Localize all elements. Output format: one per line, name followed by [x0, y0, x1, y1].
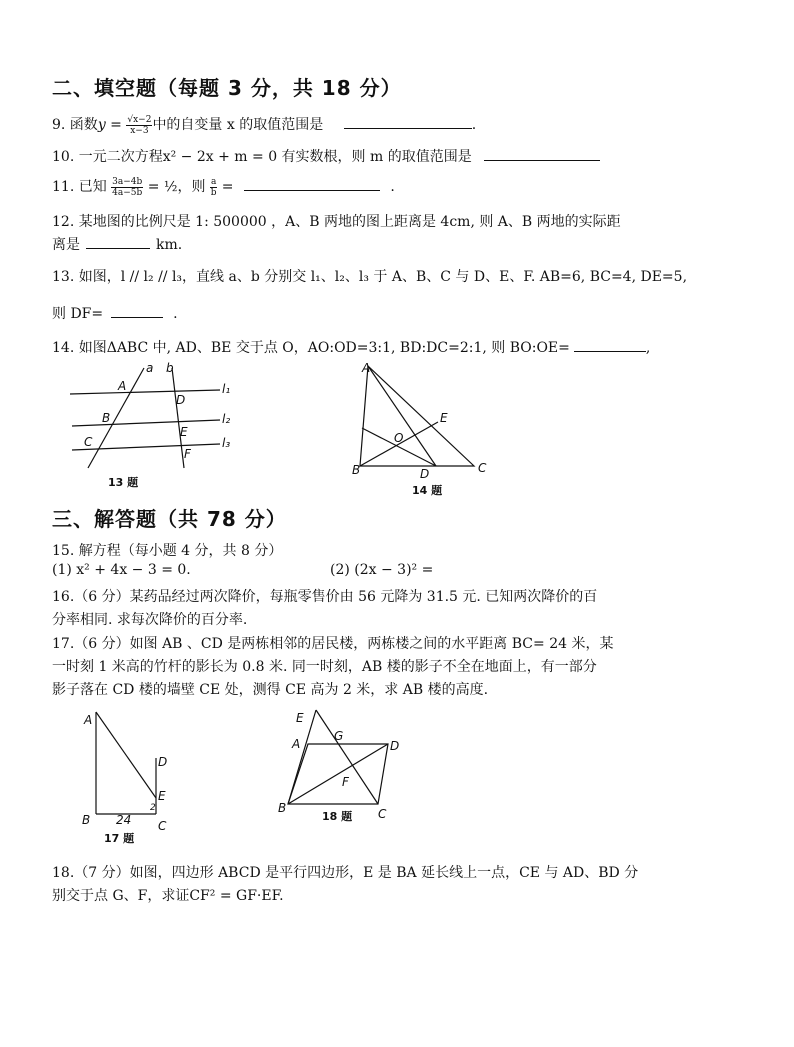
q11-denominator: 4a−5b: [112, 187, 143, 198]
question-9: [52, 114, 476, 136]
q12-prefix: 离是: [52, 237, 80, 253]
line-a: [88, 368, 144, 468]
q11-answer-blank[interactable]: [244, 178, 380, 191]
fig17-label-E: E: [158, 789, 166, 803]
fig14-label-D: D: [420, 467, 430, 481]
fig18-label-B: B: [278, 801, 287, 815]
fig18-label-E: E: [296, 711, 304, 725]
figure-17-caption: 17 题: [104, 832, 135, 845]
triangle-abc: [360, 366, 474, 466]
section-title-fill-blank: 二、填空题（每题 3 分，共 18 分）: [52, 76, 402, 100]
fig17-label-2: 2: [150, 803, 156, 813]
q9-prefix: 9. 函数: [52, 117, 98, 133]
fig13-label-l1: l₁: [222, 382, 231, 396]
question-15-part2: (2) (2x − 3)² =: [330, 562, 434, 578]
fig18-label-G: G: [334, 729, 344, 743]
line-l1: [70, 390, 220, 394]
question-16-line2: 分率相同. 求每次降价的百分率.: [52, 612, 248, 628]
q11-numerator: 3a−4b: [112, 176, 143, 187]
fig13-label-B: B: [102, 411, 111, 425]
fig13-label-F: F: [184, 447, 191, 461]
q9-answer-blank[interactable]: [344, 116, 472, 129]
fig14-label-B: B: [352, 463, 361, 477]
question-18-line2: 别交于点 G、F，求证CF² = GF·EF.: [52, 888, 284, 904]
q10-text: 10. 一元二次方程x² − 2x + m = 0 有实数根，则 m 的取值范围是: [52, 149, 472, 165]
segment-ec: [316, 710, 378, 804]
fig17-label-D: D: [158, 755, 168, 769]
line-l2: [72, 420, 220, 426]
q13-answer-blank[interactable]: [111, 305, 163, 318]
question-13-line2: [52, 303, 178, 323]
q14-end: ,: [645, 340, 651, 356]
q12-unit: km.: [156, 237, 183, 253]
fig13-label-l2: l₂: [222, 412, 231, 426]
q11-end: .: [390, 179, 395, 195]
fig14-label-C: C: [478, 461, 487, 475]
fig18-label-D: D: [390, 739, 400, 753]
q11-eq: =: [221, 179, 234, 195]
question-10: [52, 146, 600, 166]
q11-fraction: [111, 177, 143, 198]
question-11: [52, 176, 395, 198]
fig13-label-C: C: [84, 435, 93, 449]
q11-prefix: 11. 已知: [52, 179, 107, 195]
q13-prefix: 则 DF=: [52, 306, 104, 322]
line-l3: [72, 444, 220, 450]
q11-mid: = ½，则: [147, 179, 206, 195]
figure-18: [278, 706, 408, 818]
section-title-solve: 三、解答题（共 78 分）: [52, 507, 287, 531]
question-13-line1: 13. 如图，l // l₂ // l₃，直线 a、b 分别交 l₁、l₂、l₃ 于 A、B、C 与 D、E、F. AB=6, BC=4, DE=5,: [52, 269, 688, 285]
line-b: [172, 368, 184, 468]
fig18-label-C: C: [378, 807, 387, 818]
question-17-line3: 影子落在 CD 楼的墙壁 CE 处，测得 CE 高为 2 米，求 AB 楼的高度.: [52, 682, 489, 698]
q11-fraction-ab: [210, 177, 217, 198]
q9-y: y =: [97, 117, 122, 133]
question-16-line1: 16.（6 分）某药品经过两次降价，每瓶零售价由 56 元降为 31.5 元. 已知两次降价的百: [52, 589, 598, 605]
question-14: [52, 337, 650, 357]
q10-answer-blank[interactable]: [484, 148, 600, 161]
question-17-line2: 一时刻 1 米高的竹杆的影长为 0.8 米. 同一时刻，AB 楼的影子不全在地面上，有一部分: [52, 659, 597, 675]
q12-answer-blank[interactable]: [86, 236, 150, 249]
fig14-label-E: E: [440, 411, 448, 425]
fig13-label-D: D: [176, 393, 186, 407]
segment-ad: [368, 366, 436, 466]
figure-14: [348, 362, 508, 482]
question-12-line2: [52, 234, 182, 254]
figure-14-caption: 14 题: [412, 484, 443, 497]
figure-18-caption: 18 题: [322, 810, 353, 823]
q14-answer-blank[interactable]: [574, 339, 646, 352]
fig14-label-A: A: [362, 362, 371, 375]
fig17-label-A: A: [84, 713, 93, 727]
fig13-label-b: b: [166, 361, 174, 375]
fig17-label-B: B: [82, 813, 91, 827]
q9-fraction: [126, 115, 152, 136]
question-12-line1: 12. 某地图的比例尺是 1: 500000 ，A、B 两地的图上距离是 4cm, 则 A、B 两地的实际距: [52, 214, 621, 230]
question-15-title: 15. 解方程（每小题 4 分，共 8 分）: [52, 543, 283, 559]
fig18-label-A: A: [292, 737, 301, 751]
q9-suffix: 中的自变量 x 的取值范围是: [152, 117, 324, 133]
q9-end: .: [471, 117, 477, 133]
fig13-label-E: E: [180, 425, 188, 439]
question-18-line1: 18.（7 分）如图，四边形 ABCD 是平行四边形，E 是 BA 延长线上一点，CE 与 AD、BD 分: [52, 865, 639, 881]
q13-end: .: [173, 306, 178, 322]
question-15-part1: (1) x² + 4x − 3 = 0.: [52, 562, 191, 578]
fig17-label-24: 24: [116, 813, 132, 827]
fig14-label-O: O: [394, 431, 404, 445]
fig13-label-A: A: [118, 379, 127, 393]
fig18-label-F: F: [342, 775, 349, 789]
figure-17: [78, 702, 178, 832]
figure-13-caption: 13 题: [108, 476, 139, 489]
q9-numerator: √x−2: [127, 114, 152, 125]
fig13-label-l3: l₃: [222, 436, 231, 450]
question-17-line1: 17.（6 分）如图 AB 、CD 是两栋相邻的居民楼，两栋楼之间的水平距离 BC= 24 米，某: [52, 636, 614, 652]
fig17-label-C: C: [158, 819, 167, 832]
fig13-label-a: a: [146, 361, 154, 375]
q11-numerator-a: a: [210, 176, 217, 187]
q14-text: 14. 如图ΔABC 中, AD、BE 交于点 O，AO:OD=3:1, BD:DC=2:1, 则 BO:OE=: [52, 340, 570, 356]
q11-denominator-b: b: [210, 187, 217, 198]
sun-ray: [96, 712, 156, 798]
figure-13: [58, 360, 248, 490]
q9-denominator: x−3: [130, 125, 149, 136]
